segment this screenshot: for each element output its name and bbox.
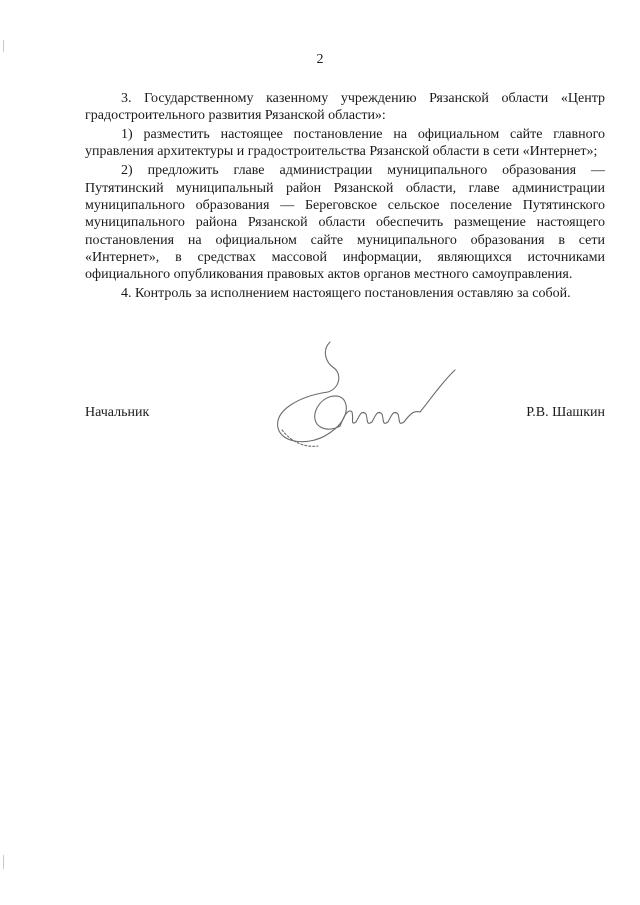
scan-edge-mark [3, 40, 4, 52]
scan-edge-mark [3, 855, 4, 869]
handwritten-signature [270, 330, 470, 460]
signatory-title: Начальник [85, 405, 150, 420]
page-number: 2 [316, 52, 324, 67]
paragraph-item-4: 4. Контроль за исполнением настоящего постановления оставляю за собой. [121, 286, 571, 302]
signatory-name: Р.В. Шашкин [526, 405, 605, 420]
paragraph-subitem-2: 2) предложить главе администрации муниципального образования — Путятинский муниципальный район Рязанской области, главе администрации муниципального образования — Береговское сельское поселение Путятинского муниципального района Рязанской области обеспечить размещение настоящего постановления на официальном сайте муниципального образования в сети «Интернет», в средствах массовой информации, являющихся источниками официального опубликования правовых актов органов местного самоуправления. [85, 163, 605, 283]
paragraph-item-3: 3. Государственному казенному учреждению Рязанской области «Центр градостроительного развития Рязанской области»: [85, 91, 605, 124]
signature-block [85, 405, 605, 425]
document-body [85, 90, 605, 304]
paragraph-subitem-1: 1) разместить настоящее постановление на официальном сайте главного управления архитектуры и градостроительства Рязанской области в сети «Интернет»; [85, 127, 605, 160]
